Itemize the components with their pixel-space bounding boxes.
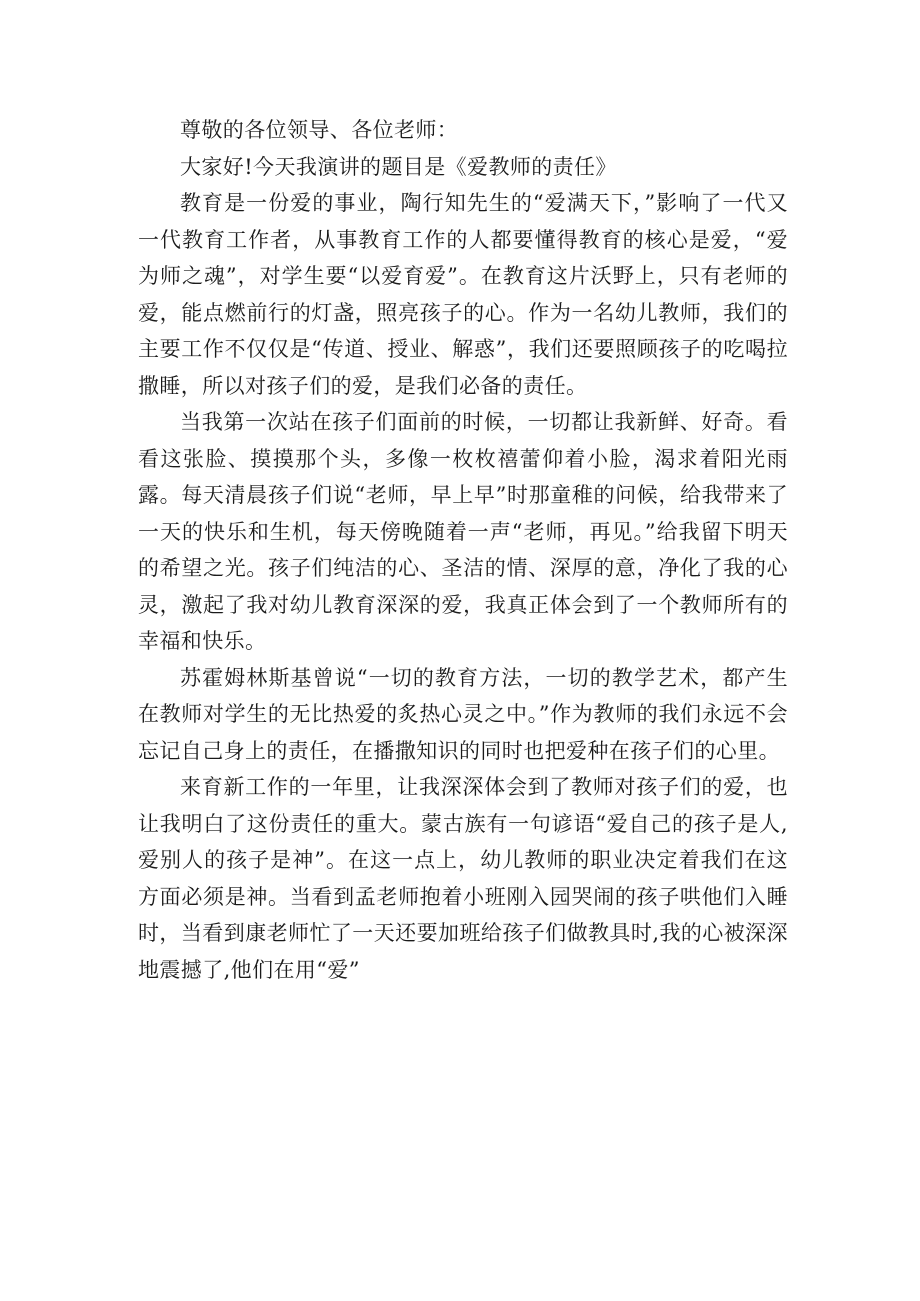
- salutation: 尊敬的各位领导、各位老师：: [180, 118, 459, 142]
- intro-line: 大家好!今天我演讲的题目是《爱教师的责任》: [180, 154, 617, 179]
- paragraph-4: 来育新工作的一年里，让我深深体会到了教师对孩子们的爱，也让我明白了这份责任的重大。蒙古族有一句谚语“爱自己的孩子是人,爱别人的孩子是神”。在这一点上，幼儿教师的职业决定着我们在这方面必须是神。当看到孟老师抱着小班刚入园哭闹的孩子哄他们入睡时，当看到康老师忙了一天还要加班给孩子们做教具时,我的心被深深地震撼了,他们在用“爱”: [138, 775, 788, 982]
- paragraph-2: 当我第一次站在孩子们面前的时候，一切都让我新鲜、好奇。看看这张脸、摸摸那个头，多像一枚枚禧蕾仰着小脸，渴求着阳光雨露。每天清晨孩子们说“老师，早上早”时那童稚的问候，给我带来了一天的快乐和生机，每天傍晚随着一声“老师，再见。”给我留下明天的希望之光。孩子们纯洁的心、圣洁的情、深厚的意，净化了我的心灵，激起了我对幼儿教育深深的爱，我真正体会到了一个教师所有的幸福和快乐。: [138, 410, 788, 653]
- speech-body: [138, 112, 788, 988]
- paragraph-1: 教育是一份爱的事业，陶行知先生的“爱满天下，”影响了一代又一代教育工作者，从事教育工作的人都要懂得教育的核心是爱，“爱为师之魂”，对学生要“以爱育爱”。在教育这片沃野上，只有老师的爱，能点燃前行的灯盏，照亮孩子的心。作为一名幼儿教师，我们的主要工作不仅仅是“传道、授业、解惑”，我们还要照顾孩子的吃喝拉撒睡，所以对孩子们的爱，是我们必备的责任。: [138, 191, 788, 398]
- paragraph-3: 苏霍姆林斯基曾说“一切的教育方法，一切的教学艺术，都产生在教师对学生的无比热爱的炙热心灵之中。”作为教师的我们永远不会忘记自己身上的责任，在播撒知识的同时也把爱种在孩子们的心里。: [138, 665, 788, 763]
